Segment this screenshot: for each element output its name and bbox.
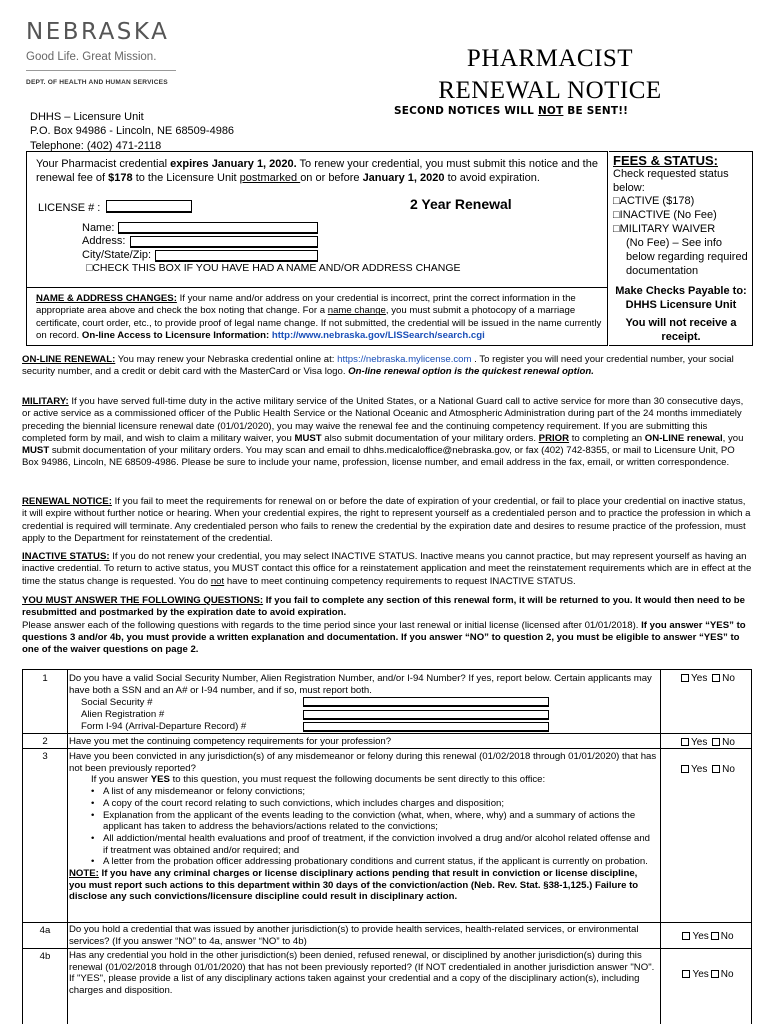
renewal-instructions: Your Pharmacist credential expires January 1, 2020. To renew your credential, you must submit this notice and the renewal fee of $178 to the Licensure Unit postmarked on or before January 1, 2020 to avoid expiration.: [36, 158, 598, 185]
second-notice-warning: SECOND NOTICES WILL NOT BE SENT!!: [394, 105, 629, 117]
status-active-checkbox[interactable]: □ACTIVE ($178): [613, 195, 695, 207]
logo-dept: DEPT. OF HEALTH AND HUMAN SERVICES: [26, 79, 168, 87]
fees-heading: FEES & STATUS:: [613, 153, 718, 168]
question-text: Do you hold a credential that was issued by another jurisdiction(s) to provide health services, health-related services, or environmental services? (If you answer “NO” to 4a, answer “NO” to 4b): [69, 924, 639, 947]
status-military-checkbox[interactable]: □MILITARY WAIVER: [613, 222, 716, 235]
online-renewal-section: ON-LINE RENEWAL: You may renew your Nebraska credential online at: https://nebraska.mylicense.com . To register you will need your credential number, your social security number, and a credit or debit card with the MasterCard or Visa logo. On-line renewal option is the quickest renewal option.: [22, 354, 734, 378]
inactive-status-section: INACTIVE STATUS: If you do not renew your credential, you may select INACTIVE STATUS. Inactive means you cannot practice, but may represent yourself as having an inactive credential. To return to active status, you MUST contact this office for a reinstatement application and meet the reinstatement requirements which are in effect at the time the status change is requested. You do not have to meet continuing competency requirements to request INACTIVE STATUS.: [22, 551, 752, 587]
required-documents-list: [87, 786, 657, 868]
address-line: P.O. Box 94986 - Lincoln, NE 68509-4986: [30, 125, 235, 138]
license-number-label: LICENSE # :: [38, 202, 101, 214]
address-change-checkbox[interactable]: □CHECK THIS BOX IF YOU HAVE HAD A NAME AND/OR ADDRESS CHANGE: [86, 262, 461, 274]
address-line: Telephone: (402) 471-2118: [30, 139, 162, 152]
i94-label: Form I-94 (Arrival-Departure Record) #: [81, 721, 247, 732]
q2-yes-checkbox[interactable]: [681, 738, 689, 746]
q3-no-checkbox[interactable]: [712, 765, 720, 773]
q4a-answer: Yes No: [663, 931, 751, 943]
question-text: Do you have a valid Social Security Number, Alien Registration Number, and/or I-94 Number? If yes, report below. Certain applicants may have both a SSN and an A# or I-94 number, and if so, must report both.: [69, 673, 652, 696]
city-state-zip-field[interactable]: [155, 250, 318, 262]
list-item: • A list of any misdemeanor or felony convictions;: [87, 786, 657, 798]
nebraska-logo: [26, 18, 186, 96]
questions-table: [22, 669, 752, 1024]
status-options: [613, 195, 753, 279]
city-state-zip-label: City/State/Zip:: [82, 249, 152, 261]
list-item: • All addiction/mental health evaluations and proof of treatment, if the conviction involved a drug and/or alcohol related offense and if treatment was obtained and/or required; and: [87, 833, 657, 856]
q1-yes-checkbox[interactable]: [681, 674, 689, 682]
military-section: MILITARY: If you have served full-time duty in the active military service of the United States, or a National Guard call to active service for more than 30 consecutive days, or active service as a commissioned officer of the Public Health Service or the National Oceanic and Atmospheric Administration during part of the 24 months immediately preceding the biennial licensure renewal date (01/01/2020), you may waive the renewal fee and the continuing competency requirement. If you are submitting this completed form by mail, and wish to claim a military waiver, you MUST also submit documentation of your military orders. PRIOR to completing an ON-LINE renewal, you MUST submit documentation of your military orders. You may scan and email to dhhs.medicaloffice@nebraska.gov, or fax (402) 742-8355, or mail to Licensure Unit, PO Box 94986, Lincoln, NE 68509-4986. Please be sure to include your name, profession, license number, and email address in the fax, email, or written correspondence.: [22, 396, 744, 469]
divider: [27, 287, 607, 288]
q4b-no-checkbox[interactable]: [711, 970, 719, 978]
renewal-period: 2 Year Renewal: [410, 196, 512, 212]
status-inactive-checkbox[interactable]: □INACTIVE (No Fee): [613, 208, 717, 221]
question-row-3: 3 Have you been convicted in any jurisdiction(s) of any misdemeanor or felony during this renewal (01/02/2018 through 01/01/2020) that has not been previously reported? If you answer YES to this question, you must request the following documents be sent directly to this office: • A list of any misdemeanor or felony convictions; • A copy of the court record relating to such convictions, which includes charges and disposition; • Explanation from the applicant of the events leading to the conviction (what, when, where, why) and a summary of actions the applicant has taken to address the behaviors/actions related to the convictions; • All addiction/mental health evaluations and proof of treatment, if the conviction involved a drug and/or alcohol related offense and if treatment was obtained and/or required; and • A letter from the probation officer addressing probationary conditions and current status, if the applicant is currently on probation. NOTE: If you have any criminal charges or license disciplinary actions pending that result in conviction or license discipline, you must report such actions to this department within 30 days of the conviction/action (Neb. Rev. Stat. §38-1,125.) Failure to disclose any such convictions/licensure discipline could result in disciplinary action. Yes No: [23, 749, 751, 923]
address-line: DHHS – Licensure Unit: [30, 111, 144, 123]
address-label: Address:: [82, 235, 126, 247]
page-title-line2: RENEWAL NOTICE: [438, 77, 662, 104]
question-row-4a: 4a Do you hold a credential that was issued by another jurisdiction(s) to provide health services, health-related services, or environmental services? (If you answer “NO” to 4a, answer “NO” to 4b) Yes No: [23, 923, 751, 949]
mylicense-link[interactable]: https://nebraska.mylicense.com: [337, 354, 472, 365]
ssn-field[interactable]: [303, 697, 549, 707]
list-item: • Explanation from the applicant of the events leading to the conviction (what, when, where, why) and a summary of actions the applicant has taken to address the behaviors/actions related to the convictions;: [87, 810, 657, 833]
i94-field[interactable]: [303, 722, 549, 732]
military-note: (No Fee) – See info below regarding required documentation: [626, 236, 748, 277]
name-field[interactable]: [118, 222, 318, 234]
checks-payable-note: Make Checks Payable to: DHHS Licensure Unit: [615, 285, 747, 312]
logo-tagline: Good Life. Great Mission.: [26, 51, 157, 64]
fees-subheading: Check requested status below:: [613, 168, 729, 194]
q3-yes-checkbox[interactable]: [681, 765, 689, 773]
alien-registration-label: Alien Registration #: [81, 709, 165, 720]
lis-search-link[interactable]: http://www.nebraska.gov/LISSearch/search.cgi: [269, 330, 485, 342]
list-item: • A copy of the court record relating to such convictions, which includes charges and disposition;: [87, 798, 657, 810]
question-row-2: 2 Have you met the continuing competency requirements for your profession? Yes No: [23, 734, 751, 749]
question-text: Has any credential you hold in the other jurisdiction(s) been denied, refused renewal, or disciplined by another jurisdiction(s) during this renewal (01/02/2018 through 01/01/2020) that has not been previously reported? (If NOT credentialed in another jurisdiction answer "NO". If "YES", please provide a list of any disciplinary actions taken against your credential and a copy of the disciplinary action(s), including charges and disposition.: [69, 950, 655, 997]
question-text: Have you met the continuing competency requirements for your profession?: [69, 736, 392, 747]
name-address-changes-text: NAME & ADDRESS CHANGES: If your name and/or address on your credential is incorrect, print the correct information in the appropriate area above and check the box noting that change. For a name change, you must submit a photocopy of a marriage certificate, court order, etc., to provide proof of legal name change. If not submitted, the credential will be issued in the name currently on record. On-line Access to Licensure Information: http://www.nebraska.gov/LISSearch/search.cgi: [36, 293, 602, 342]
q4b-yes-checkbox[interactable]: [682, 970, 690, 978]
q3-answer: Yes No: [663, 764, 751, 776]
q4a-no-checkbox[interactable]: [711, 932, 719, 940]
page-title-line1: PHARMACIST: [466, 45, 634, 72]
list-item: • A letter from the probation officer addressing probationary conditions and current status, if the applicant is currently on probation.: [87, 856, 657, 868]
renewal-notice-section: RENEWAL NOTICE: If you fail to meet the requirements for renewal on or before the date of expiration of your credential, or fail to place your credential on inactive status, it will expire without further notice or hearing. When your credential expires, the right to represent yourself as a credentialed person and to practice the profession in which a credential is required will terminate. Any credentialed person who fails to renew the credential by the expiration date and desires to resume practice of the profession, must apply to the Department for reinstatement of the credential.: [22, 496, 751, 544]
address-field[interactable]: [130, 236, 318, 248]
q1-no-checkbox[interactable]: [712, 674, 720, 682]
q4b-answer: Yes No: [663, 969, 751, 981]
q2-no-checkbox[interactable]: [712, 738, 720, 746]
questions-instructions: YOU MUST ANSWER THE FOLLOWING QUESTIONS: If you fail to complete any section of this renewal form, it will be returned to you. It would then need to be resubmitted and postmarked by the expiration date to avoid expiration. Please answer each of the following questions with regards to the time period since your last renewal or initial license (licensed after 01/01/2018). If you answer “YES” to questions 3 and/or 4b, you must provide a written explanation and documentation. If you answer “NO” to question 2, you must be eligible to answer “YES” to one of the waiver questions on page 2.: [22, 595, 746, 656]
question-row-1: 1 Do you have a valid Social Security Number, Alien Registration Number, and/or I-94 Number? If yes, report below. Certain applicants may have both a SSN and an A# or I-94 number, and if so, must report both. Social Security # Alien Registration # Form I-94 (Arrival-Departure Record) # Yes No: [23, 670, 751, 734]
q2-answer: Yes No: [663, 737, 751, 749]
q4a-yes-checkbox[interactable]: [682, 932, 690, 940]
ssn-label: Social Security #: [81, 697, 153, 708]
logo-rule: [26, 70, 176, 71]
license-number-field[interactable]: [106, 200, 192, 213]
note: NOTE: If you have any criminal charges or license disciplinary actions pending that result in conviction or license discipline, you must report such actions to this department within 30 days of the conviction/action (Neb. Rev. Stat. §38-1,125.) Failure to disclose any such convictions/licensure discipline could result in disciplinary action.: [69, 868, 639, 903]
question-row-4b: 4b Has any credential you hold in the other jurisdiction(s) been denied, refused renewal, or disciplined by another jurisdiction(s) during this renewal (01/02/2018 through 01/01/2020) that has not been previously reported? (If NOT credentialed in another jurisdiction answer "NO". If "YES", please provide a list of any disciplinary actions taken against your credential and a copy of the disciplinary action(s), including charges and disposition. Yes No: [23, 949, 751, 1024]
q1-answer: Yes No: [663, 673, 751, 685]
alien-registration-field[interactable]: [303, 710, 549, 720]
question-text: Have you been convicted in any jurisdiction(s) of any misdemeanor or felony during this renewal (01/02/2018 through 01/01/2020) that has not been previously reported? If you answer YES to this question, you must request the following documents be sent directly to this office: • A list of any misdemeanor or felony convictions; • A copy of the court record relating to such convictions, which includes charges and disposition; • Explanation from the applicant of the events leading to the conviction (what, when, where, why) and a summary of actions the applicant has taken to address the behaviors/actions related to the convictions; • All addiction/mental health evaluations and proof of treatment, if the conviction involved a drug and/or alcohol related offense and if treatment was obtained and/or required; and • A letter from the probation officer addressing probationary conditions and current status, if the applicant is currently on probation. NOTE: If you have any criminal charges or license disciplinary actions pending that result in conviction or license discipline, you must report such actions to this department within 30 days of the conviction/action (Neb. Rev. Stat. §38-1,125.) Failure to disclose any such convictions/licensure discipline could result in disciplinary action.: [69, 751, 657, 903]
logo-wordmark: NEBRASKA: [26, 19, 170, 45]
office-address: [30, 110, 234, 153]
no-receipt-note: You will not receive a receipt.: [625, 317, 737, 344]
name-label: Name:: [82, 222, 115, 234]
